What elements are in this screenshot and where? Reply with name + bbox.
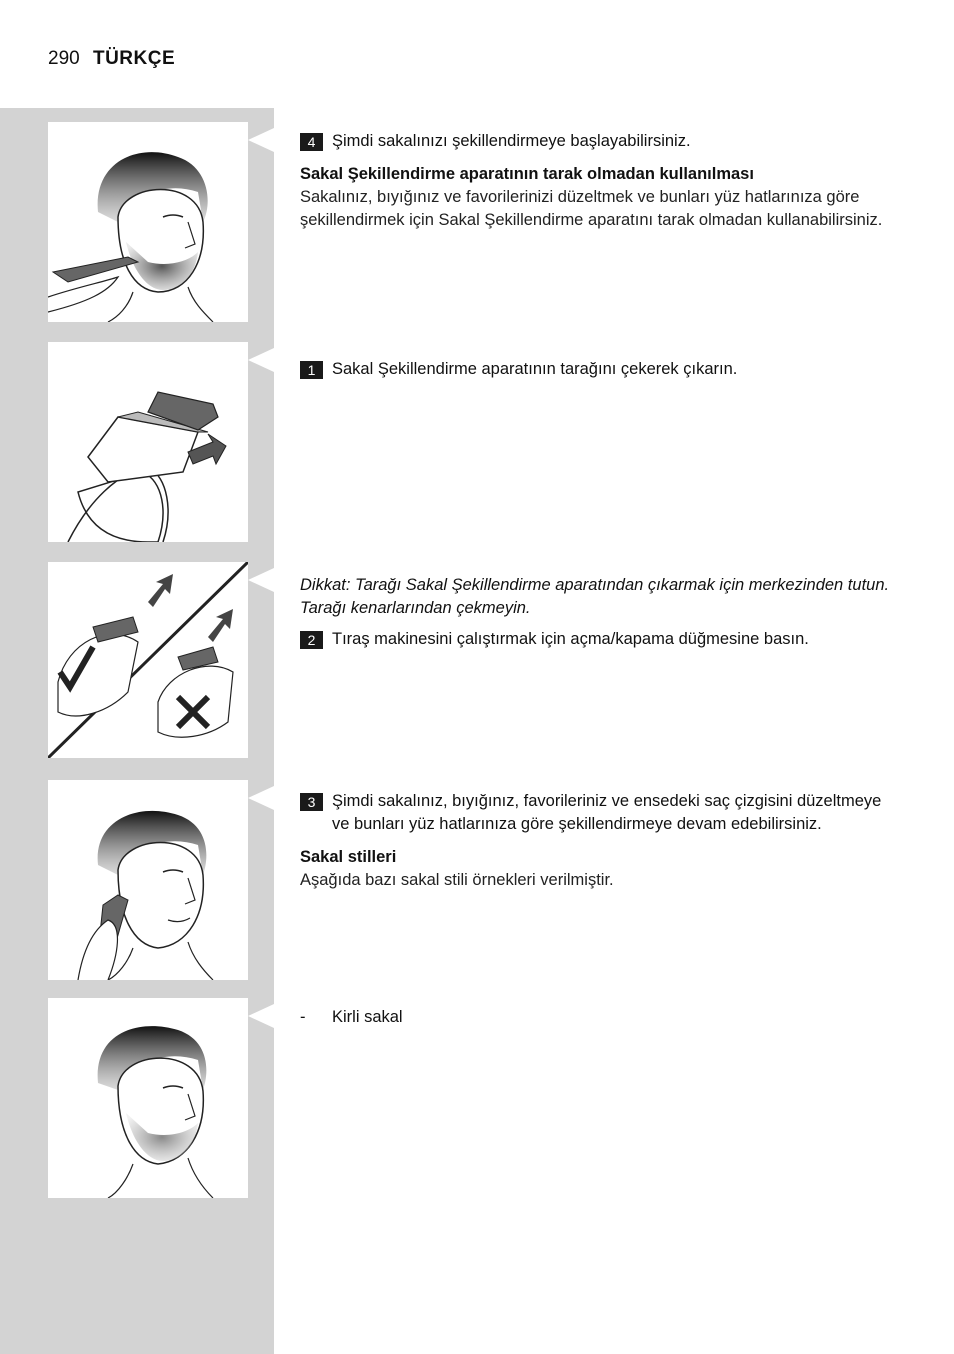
page-number: 290: [48, 48, 80, 69]
section-caution: [300, 574, 890, 651]
step-number: 3: [300, 793, 323, 811]
step-text: Şimdi sakalınızı şekillendirmeye başlayabilirsiniz.: [332, 132, 691, 150]
language-title: TÜRKÇE: [92, 48, 176, 69]
illustration-remove-comb: [48, 342, 248, 542]
illustration-beard-trimming-with-comb: [48, 122, 248, 322]
section-start-styling: [300, 130, 890, 232]
illustration-correct-incorrect-grip: [48, 562, 248, 758]
step-4: [300, 130, 890, 153]
section-remove-comb: [300, 358, 890, 381]
step-text: Tıraş makinesini çalıştırmak için açma/kapama düğmesine basın.: [332, 630, 809, 648]
section-body: Sakalınız, bıyığınız ve favorilerinizi düzeltmek ve bunları yüz hatlarınıza göre şekillendirmek için Sakal Şekillendirme aparatını tarak olmadan kullanabilirsiniz.: [300, 188, 883, 229]
step-1: [300, 358, 890, 381]
panel-pointer: [248, 568, 274, 592]
list-item: [300, 1006, 890, 1029]
panel-pointer: [248, 128, 274, 152]
section-continue-styling: [300, 790, 890, 892]
list-dash: -: [300, 1008, 306, 1026]
section-stubble: [300, 1006, 890, 1029]
step-number: 4: [300, 133, 323, 151]
panel-pointer: [248, 786, 274, 810]
illustration-stubble-style: [48, 998, 248, 1198]
panel-pointer: [248, 348, 274, 372]
page-header: [48, 48, 175, 70]
section-heading: Sakal stilleri: [300, 848, 397, 866]
section-heading: Sakal Şekillendirme aparatının tarak olmadan kullanılması: [300, 165, 754, 183]
illustration-trimming-without-comb: [48, 780, 248, 980]
step-number: 1: [300, 361, 323, 379]
step-text: Şimdi sakalınız, bıyığınız, favorileriniz ve ensedeki saç çizgisini düzeltmeye ve bunları yüz hatlarınıza göre şekillendirmeye devam edebilirsiniz.: [332, 792, 882, 833]
step-3: [300, 790, 890, 836]
caution-note: Dikkat: Tarağı Sakal Şekillendirme aparatından çıkarmak için merkezinden tutun. Tarağı kenarlarından çekmeyin.: [300, 576, 890, 617]
list-item-text: Kirli sakal: [332, 1008, 403, 1026]
step-number: 2: [300, 631, 323, 649]
step-text: Sakal Şekillendirme aparatının tarağını çekerek çıkarın.: [332, 360, 738, 378]
panel-pointer: [248, 1004, 274, 1028]
section-body: Aşağıda bazı sakal stili örnekleri verilmiştir.: [300, 871, 614, 889]
step-2: [300, 628, 890, 651]
